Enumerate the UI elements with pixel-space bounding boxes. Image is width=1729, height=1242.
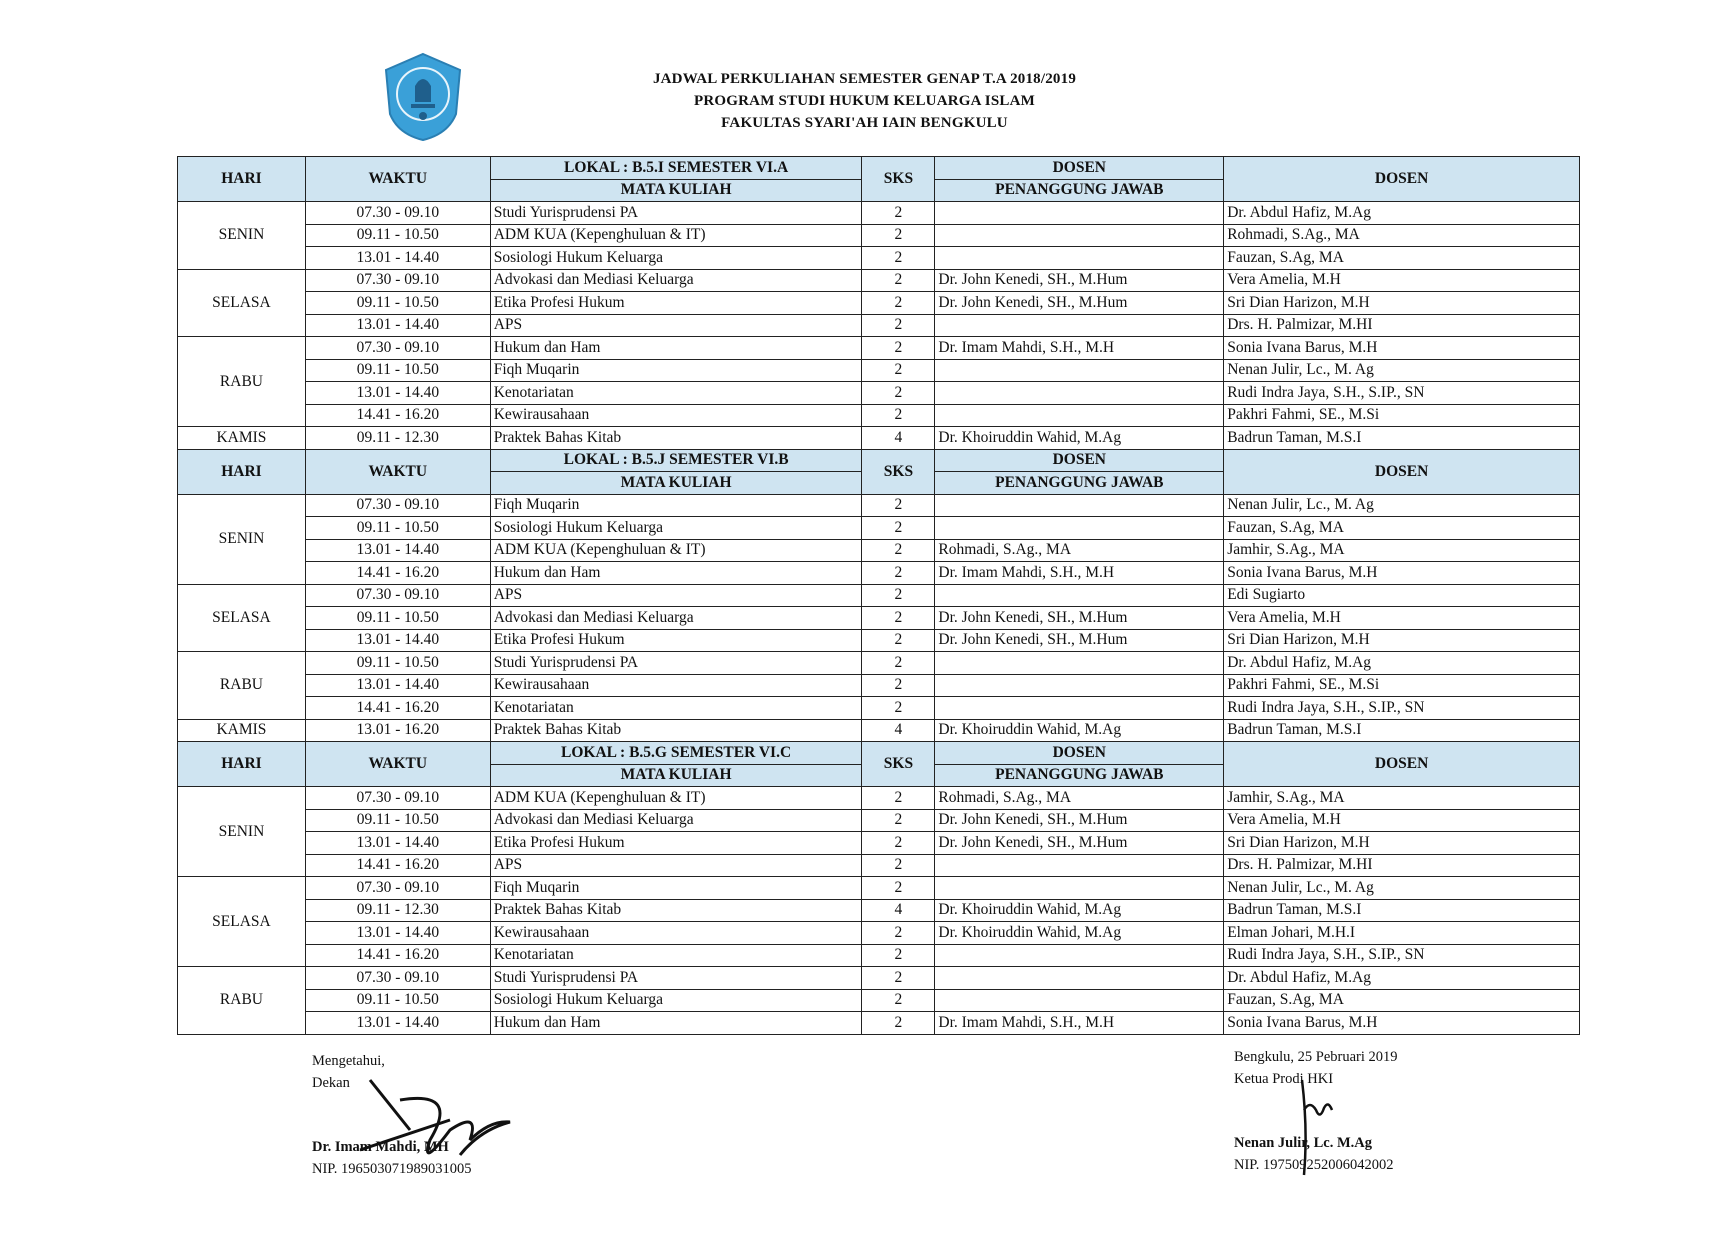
credits-cell: 2 — [862, 539, 935, 562]
table-row — [178, 607, 1580, 630]
time-cell: 14.41 - 16.20 — [305, 854, 490, 877]
day-cell: SENIN — [178, 202, 306, 270]
head-signature — [1280, 1070, 1360, 1180]
day-cell: KAMIS — [178, 719, 306, 742]
table-row — [178, 224, 1580, 247]
lecturer-cell: Sonia Ivana Barus, M.H — [1224, 1012, 1580, 1035]
course-cell: Fiqh Muqarin — [490, 877, 862, 900]
section-header-row — [178, 449, 1580, 472]
time-cell: 07.30 - 09.10 — [305, 269, 490, 292]
credits-cell: 2 — [862, 809, 935, 832]
lecturer-cell: Badrun Taman, M.S.I — [1224, 719, 1580, 742]
col-sks-header: SKS — [862, 742, 935, 787]
responsible-lecturer-cell — [935, 359, 1224, 382]
col-dosen-pj-header: DOSEN — [935, 157, 1224, 180]
lecturer-cell: Sonia Ivana Barus, M.H — [1224, 337, 1580, 360]
table-row — [178, 1012, 1580, 1035]
time-cell: 07.30 - 09.10 — [305, 494, 490, 517]
time-cell: 09.11 - 10.50 — [305, 652, 490, 675]
course-cell: APS — [490, 854, 862, 877]
credits-cell: 2 — [862, 269, 935, 292]
responsible-lecturer-cell: Dr. John Kenedi, SH., M.Hum — [935, 607, 1224, 630]
credits-cell: 2 — [862, 967, 935, 990]
lecturer-cell: Nenan Julir, Lc., M. Ag — [1224, 877, 1580, 900]
credits-cell: 2 — [862, 314, 935, 337]
sig-right-line1: Bengkulu, 25 Pebruari 2019 — [1234, 1049, 1398, 1065]
sig-left-nip: NIP. 196503071989031005 — [312, 1161, 472, 1177]
document-header — [0, 68, 1729, 134]
sig-left-name: Dr. Imam Mahdi, MH — [312, 1139, 449, 1155]
responsible-lecturer-cell — [935, 247, 1224, 270]
credits-cell: 4 — [862, 427, 935, 450]
table-row — [178, 247, 1580, 270]
lecturer-cell: Elman Johari, M.H.I — [1224, 922, 1580, 945]
lecturer-cell: Drs. H. Palmizar, M.HI — [1224, 854, 1580, 877]
course-cell: Studi Yurisprudensi PA — [490, 967, 862, 990]
time-cell: 13.01 - 16.20 — [305, 719, 490, 742]
course-cell: Kenotariatan — [490, 697, 862, 720]
lecturer-cell: Rudi Indra Jaya, S.H., S.IP., SN — [1224, 944, 1580, 967]
time-cell: 13.01 - 14.40 — [305, 382, 490, 405]
credits-cell: 2 — [862, 562, 935, 585]
col-penanggung-jawab-header: PENANGGUNG JAWAB — [935, 179, 1224, 202]
time-cell: 09.11 - 10.50 — [305, 224, 490, 247]
sig-right-nip: NIP. 197509252006042002 — [1234, 1157, 1394, 1173]
course-cell: ADM KUA (Kepenghuluan & IT) — [490, 787, 862, 810]
responsible-lecturer-cell: Dr. John Kenedi, SH., M.Hum — [935, 809, 1224, 832]
course-cell: Sosiologi Hukum Keluarga — [490, 989, 862, 1012]
responsible-lecturer-cell — [935, 382, 1224, 405]
col-dosen-pj-header: DOSEN — [935, 449, 1224, 472]
course-cell: Etika Profesi Hukum — [490, 832, 862, 855]
credits-cell: 2 — [862, 607, 935, 630]
lecturer-cell: Badrun Taman, M.S.I — [1224, 899, 1580, 922]
lecturer-cell: Pakhri Fahmi, SE., M.Si — [1224, 674, 1580, 697]
responsible-lecturer-cell — [935, 652, 1224, 675]
time-cell: 07.30 - 09.10 — [305, 877, 490, 900]
credits-cell: 2 — [862, 584, 935, 607]
col-hari-header: HARI — [178, 449, 306, 494]
table-row — [178, 809, 1580, 832]
credits-cell: 2 — [862, 404, 935, 427]
course-cell: Praktek Bahas Kitab — [490, 427, 862, 450]
day-cell: RABU — [178, 337, 306, 427]
credits-cell: 2 — [862, 787, 935, 810]
course-cell: Fiqh Muqarin — [490, 494, 862, 517]
col-waktu-header: WAKTU — [305, 157, 490, 202]
time-cell: 13.01 - 14.40 — [305, 674, 490, 697]
table-row — [178, 562, 1580, 585]
credits-cell: 2 — [862, 382, 935, 405]
course-cell: Hukum dan Ham — [490, 1012, 862, 1035]
course-cell: Kenotariatan — [490, 944, 862, 967]
table-row — [178, 922, 1580, 945]
course-cell: APS — [490, 314, 862, 337]
responsible-lecturer-cell — [935, 944, 1224, 967]
responsible-lecturer-cell — [935, 989, 1224, 1012]
responsible-lecturer-cell: Rohmadi, S.Ag., MA — [935, 787, 1224, 810]
lecturer-cell: Vera Amelia, M.H — [1224, 607, 1580, 630]
responsible-lecturer-cell: Dr. Imam Mahdi, S.H., M.H — [935, 337, 1224, 360]
lecturer-cell: Vera Amelia, M.H — [1224, 269, 1580, 292]
table-row — [178, 899, 1580, 922]
responsible-lecturer-cell — [935, 224, 1224, 247]
sig-right-line2: Ketua Prodi HKI — [1234, 1071, 1334, 1087]
time-cell: 13.01 - 14.40 — [305, 922, 490, 945]
lecturer-cell: Dr. Abdul Hafiz, M.Ag — [1224, 202, 1580, 225]
time-cell: 14.41 - 16.20 — [305, 697, 490, 720]
header-program: PROGRAM STUDI HUKUM KELUARGA ISLAM — [694, 93, 1035, 109]
col-hari-header: HARI — [178, 742, 306, 787]
credits-cell: 2 — [862, 247, 935, 270]
lecturer-cell: Rudi Indra Jaya, S.H., S.IP., SN — [1224, 697, 1580, 720]
lecturer-cell: Jamhir, S.Ag., MA — [1224, 539, 1580, 562]
course-cell: Studi Yurisprudensi PA — [490, 202, 862, 225]
col-dosen-pj-header: DOSEN — [935, 742, 1224, 765]
lecturer-cell: Vera Amelia, M.H — [1224, 809, 1580, 832]
responsible-lecturer-cell: Dr. John Kenedi, SH., M.Hum — [935, 292, 1224, 315]
credits-cell: 2 — [862, 1012, 935, 1035]
section-lokal-title: LOKAL : B.5.I SEMESTER VI.A — [490, 157, 862, 180]
responsible-lecturer-cell — [935, 674, 1224, 697]
header-title: JADWAL PERKULIAHAN SEMESTER GENAP T.A 2018/2019 — [652, 71, 1077, 87]
section-header-row — [178, 157, 1580, 180]
time-cell: 14.41 - 16.20 — [305, 562, 490, 585]
section-header-row — [178, 742, 1580, 765]
lecturer-cell: Sri Dian Harizon, M.H — [1224, 292, 1580, 315]
day-cell: RABU — [178, 652, 306, 720]
col-sks-header: SKS — [862, 157, 935, 202]
table-row — [178, 652, 1580, 675]
responsible-lecturer-cell: Rohmadi, S.Ag., MA — [935, 539, 1224, 562]
col-dosen-header: DOSEN — [1224, 157, 1580, 202]
responsible-lecturer-cell — [935, 404, 1224, 427]
table-row — [178, 202, 1580, 225]
responsible-lecturer-cell — [935, 202, 1224, 225]
course-cell: Studi Yurisprudensi PA — [490, 652, 862, 675]
section-lokal-title: LOKAL : B.5.J SEMESTER VI.B — [490, 449, 862, 472]
credits-cell: 2 — [862, 674, 935, 697]
credits-cell: 2 — [862, 629, 935, 652]
credits-cell: 2 — [862, 944, 935, 967]
responsible-lecturer-cell: Dr. Khoiruddin Wahid, M.Ag — [935, 719, 1224, 742]
time-cell: 09.11 - 10.50 — [305, 809, 490, 832]
table-row — [178, 494, 1580, 517]
course-cell: Kewirausahaan — [490, 404, 862, 427]
header-faculty: FAKULTAS SYARI'AH IAIN BENGKULU — [721, 115, 1008, 131]
responsible-lecturer-cell: Dr. Khoiruddin Wahid, M.Ag — [935, 922, 1224, 945]
time-cell: 13.01 - 14.40 — [305, 832, 490, 855]
lecturer-cell: Sri Dian Harizon, M.H — [1224, 832, 1580, 855]
table-row — [178, 337, 1580, 360]
day-cell: RABU — [178, 967, 306, 1035]
table-row — [178, 967, 1580, 990]
responsible-lecturer-cell — [935, 967, 1224, 990]
table-row — [178, 382, 1580, 405]
sig-left-line1: Mengetahui, — [312, 1053, 385, 1069]
course-cell: Kewirausahaan — [490, 674, 862, 697]
credits-cell: 2 — [862, 922, 935, 945]
day-cell: SELASA — [178, 877, 306, 967]
time-cell: 09.11 - 10.50 — [305, 607, 490, 630]
responsible-lecturer-cell: Dr. Imam Mahdi, S.H., M.H — [935, 562, 1224, 585]
credits-cell: 2 — [862, 337, 935, 360]
responsible-lecturer-cell: Dr. Khoiruddin Wahid, M.Ag — [935, 427, 1224, 450]
time-cell: 09.11 - 10.50 — [305, 292, 490, 315]
responsible-lecturer-cell — [935, 584, 1224, 607]
time-cell: 13.01 - 14.40 — [305, 629, 490, 652]
table-row — [178, 539, 1580, 562]
table-row — [178, 944, 1580, 967]
time-cell: 09.11 - 12.30 — [305, 899, 490, 922]
responsible-lecturer-cell — [935, 494, 1224, 517]
time-cell: 14.41 - 16.20 — [305, 404, 490, 427]
responsible-lecturer-cell: Dr. John Kenedi, SH., M.Hum — [935, 629, 1224, 652]
course-cell: Etika Profesi Hukum — [490, 629, 862, 652]
lecturer-cell: Badrun Taman, M.S.I — [1224, 427, 1580, 450]
course-cell: Hukum dan Ham — [490, 562, 862, 585]
table-row — [178, 877, 1580, 900]
table-row — [178, 359, 1580, 382]
table-row — [178, 404, 1580, 427]
course-cell: Sosiologi Hukum Keluarga — [490, 247, 862, 270]
sig-left-line2: Dekan — [312, 1075, 350, 1091]
time-cell: 14.41 - 16.20 — [305, 944, 490, 967]
lecturer-cell: Nenan Julir, Lc., M. Ag — [1224, 359, 1580, 382]
responsible-lecturer-cell: Dr. Imam Mahdi, S.H., M.H — [935, 1012, 1224, 1035]
credits-cell: 2 — [862, 517, 935, 540]
responsible-lecturer-cell: Dr. John Kenedi, SH., M.Hum — [935, 269, 1224, 292]
time-cell: 07.30 - 09.10 — [305, 337, 490, 360]
lecturer-cell: Fauzan, S.Ag, MA — [1224, 517, 1580, 540]
lecturer-cell: Rudi Indra Jaya, S.H., S.IP., SN — [1224, 382, 1580, 405]
credits-cell: 2 — [862, 697, 935, 720]
day-cell: SENIN — [178, 787, 306, 877]
table-row — [178, 697, 1580, 720]
time-cell: 13.01 - 14.40 — [305, 1012, 490, 1035]
table-row — [178, 292, 1580, 315]
lecturer-cell: Nenan Julir, Lc., M. Ag — [1224, 494, 1580, 517]
time-cell: 07.30 - 09.10 — [305, 584, 490, 607]
responsible-lecturer-cell — [935, 854, 1224, 877]
credits-cell: 2 — [862, 224, 935, 247]
col-waktu-header: WAKTU — [305, 742, 490, 787]
lecturer-cell: Dr. Abdul Hafiz, M.Ag — [1224, 967, 1580, 990]
responsible-lecturer-cell — [935, 517, 1224, 540]
credits-cell: 2 — [862, 359, 935, 382]
table-row — [178, 832, 1580, 855]
course-cell: Praktek Bahas Kitab — [490, 899, 862, 922]
table-row — [178, 427, 1580, 450]
credits-cell: 2 — [862, 494, 935, 517]
responsible-lecturer-cell — [935, 314, 1224, 337]
course-cell: ADM KUA (Kepenghuluan & IT) — [490, 224, 862, 247]
credits-cell: 2 — [862, 877, 935, 900]
dean-signature — [340, 1060, 540, 1180]
table-row — [178, 584, 1580, 607]
credits-cell: 4 — [862, 899, 935, 922]
responsible-lecturer-cell — [935, 877, 1224, 900]
course-cell: Advokasi dan Mediasi Keluarga — [490, 269, 862, 292]
col-penanggung-jawab-header: PENANGGUNG JAWAB — [935, 472, 1224, 495]
credits-cell: 2 — [862, 652, 935, 675]
lecturer-cell: Sonia Ivana Barus, M.H — [1224, 562, 1580, 585]
time-cell: 07.30 - 09.10 — [305, 967, 490, 990]
col-mata-kuliah-header: MATA KULIAH — [490, 179, 862, 202]
course-cell: Kewirausahaan — [490, 922, 862, 945]
time-cell: 13.01 - 14.40 — [305, 247, 490, 270]
col-hari-header: HARI — [178, 157, 306, 202]
table-row — [178, 719, 1580, 742]
time-cell: 07.30 - 09.10 — [305, 202, 490, 225]
table-row — [178, 314, 1580, 337]
credits-cell: 2 — [862, 854, 935, 877]
col-dosen-header: DOSEN — [1224, 449, 1580, 494]
table-row — [178, 854, 1580, 877]
col-mata-kuliah-header: MATA KULIAH — [490, 764, 862, 787]
time-cell: 13.01 - 14.40 — [305, 539, 490, 562]
time-cell: 09.11 - 10.50 — [305, 517, 490, 540]
time-cell: 13.01 - 14.40 — [305, 314, 490, 337]
col-waktu-header: WAKTU — [305, 449, 490, 494]
course-cell: Kenotariatan — [490, 382, 862, 405]
credits-cell: 2 — [862, 989, 935, 1012]
day-cell: SENIN — [178, 494, 306, 584]
lecturer-cell: Fauzan, S.Ag, MA — [1224, 989, 1580, 1012]
time-cell: 09.11 - 12.30 — [305, 427, 490, 450]
lecturer-cell: Sri Dian Harizon, M.H — [1224, 629, 1580, 652]
col-dosen-header: DOSEN — [1224, 742, 1580, 787]
course-cell: Praktek Bahas Kitab — [490, 719, 862, 742]
course-cell: Fiqh Muqarin — [490, 359, 862, 382]
credits-cell: 2 — [862, 202, 935, 225]
lecturer-cell: Edi Sugiarto — [1224, 584, 1580, 607]
responsible-lecturer-cell — [935, 697, 1224, 720]
time-cell: 07.30 - 09.10 — [305, 787, 490, 810]
course-cell: Hukum dan Ham — [490, 337, 862, 360]
credits-cell: 4 — [862, 719, 935, 742]
sig-right-name: Nenan Julir, Lc. M.Ag — [1234, 1135, 1373, 1151]
table-row — [178, 629, 1580, 652]
responsible-lecturer-cell: Dr. Khoiruddin Wahid, M.Ag — [935, 899, 1224, 922]
course-cell: Advokasi dan Mediasi Keluarga — [490, 809, 862, 832]
day-cell: KAMIS — [178, 427, 306, 450]
course-cell: Advokasi dan Mediasi Keluarga — [490, 607, 862, 630]
course-cell: ADM KUA (Kepenghuluan & IT) — [490, 539, 862, 562]
lecturer-cell: Pakhri Fahmi, SE., M.Si — [1224, 404, 1580, 427]
day-cell: SELASA — [178, 269, 306, 337]
lecturer-cell: Dr. Abdul Hafiz, M.Ag — [1224, 652, 1580, 675]
table-row — [178, 517, 1580, 540]
day-cell: SELASA — [178, 584, 306, 652]
credits-cell: 2 — [862, 292, 935, 315]
schedule-table — [177, 156, 1580, 1035]
responsible-lecturer-cell: Dr. John Kenedi, SH., M.Hum — [935, 832, 1224, 855]
table-row — [178, 989, 1580, 1012]
course-cell: APS — [490, 584, 862, 607]
section-lokal-title: LOKAL : B.5.G SEMESTER VI.C — [490, 742, 862, 765]
lecturer-cell: Jamhir, S.Ag., MA — [1224, 787, 1580, 810]
lecturer-cell: Drs. H. Palmizar, M.HI — [1224, 314, 1580, 337]
lecturer-cell: Fauzan, S.Ag, MA — [1224, 247, 1580, 270]
table-row — [178, 787, 1580, 810]
table-row — [178, 269, 1580, 292]
time-cell: 09.11 - 10.50 — [305, 989, 490, 1012]
col-sks-header: SKS — [862, 449, 935, 494]
col-mata-kuliah-header: MATA KULIAH — [490, 472, 862, 495]
col-penanggung-jawab-header: PENANGGUNG JAWAB — [935, 764, 1224, 787]
table-row — [178, 674, 1580, 697]
lecturer-cell: Rohmadi, S.Ag., MA — [1224, 224, 1580, 247]
time-cell: 09.11 - 10.50 — [305, 359, 490, 382]
credits-cell: 2 — [862, 832, 935, 855]
course-cell: Sosiologi Hukum Keluarga — [490, 517, 862, 540]
course-cell: Etika Profesi Hukum — [490, 292, 862, 315]
